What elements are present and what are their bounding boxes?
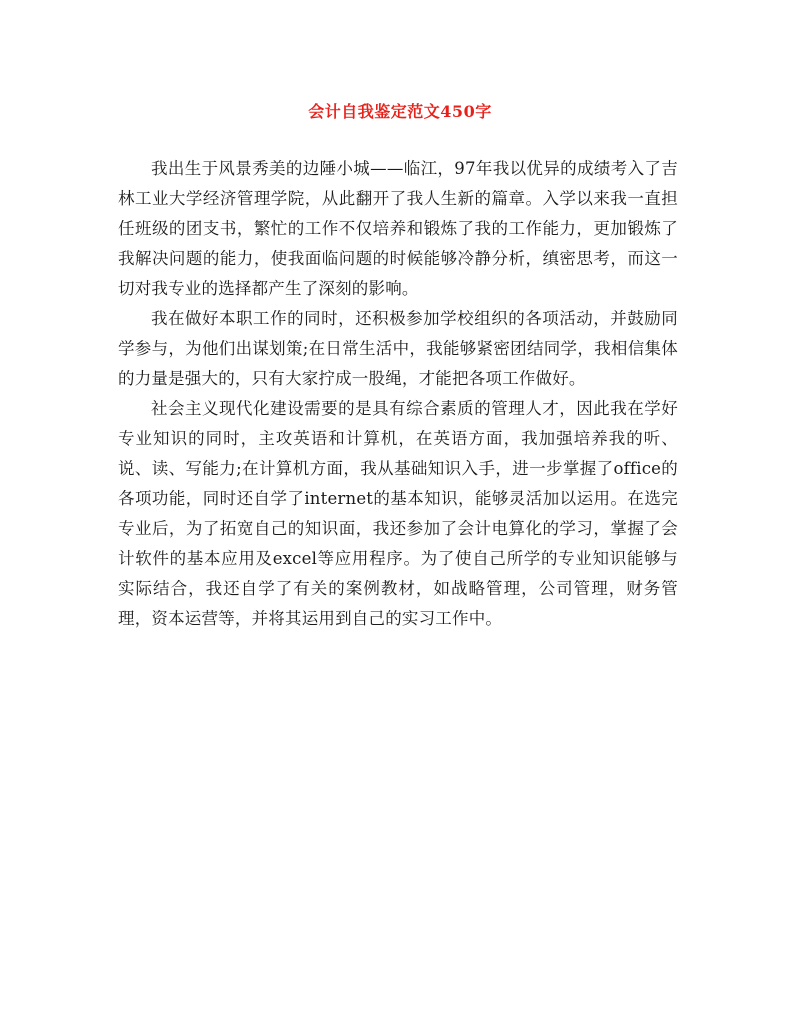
paragraph-3: 社会主义现代化建设需要的是具有综合素质的管理人才，因此我在学好专业知识的同时，主攻英语和计算机，在英语方面，我加强培养我的听、说、读、写能力;在计算机方面，我从基础知识入手，进一步掌握了office的各项功能，同时还自学了internet的基本知识，能够灵活加以运用。在选完专业后，为了拓宽自己的知识面，我还参加了会计电算化的学习，掌握了会计软件的基本应用及excel等应用程序。为了使自己所学的专业知识能够与实际结合，我还自学了有关的案例教材，如战略管理，公司管理，财务管理，资本运营等，并将其运用到自己的实习工作中。: [118, 399, 678, 628]
paragraph-1: 我出生于风景秀美的边陲小城——临江，97年我以优异的成绩考入了吉林工业大学经济管理学院，从此翻开了我人生新的篇章。入学以来我一直担任班级的团支书，繁忙的工作不仅培养和锻炼了我的工作能力，更加锻炼了我解决问题的能力，使我面临问题的时候能够冷静分析，缜密思考，而这一切对我专业的选择都产生了深刻的影响。: [118, 159, 678, 298]
document-title: 会计自我鉴定范文450字: [308, 102, 492, 121]
paragraph-2: 我在做好本职工作的同时，还积极参加学校组织的各项活动，并鼓励同学参与，为他们出谋划策;在日常生活中，我能够紧密团结同学，我相信集体的力量是强大的，只有大家拧成一股绳，才能把各项工作做好。: [118, 309, 678, 388]
document-body: [118, 154, 678, 634]
